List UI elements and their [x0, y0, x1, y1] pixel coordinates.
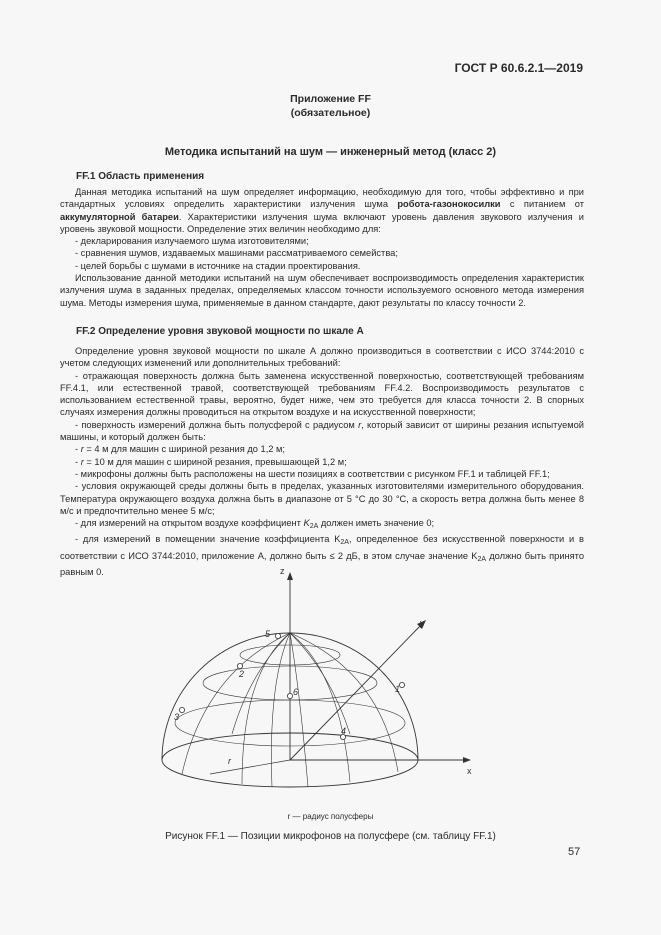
section-heading-ff1: FF.1 Область применения	[76, 171, 205, 182]
paragraph: Данная методика испытаний на шум определяет информацию, необходимую для того, чтобы эффективно и при стандартных условиях определить характеристики излучения шума робота-газонокосилки с питанием от аккумуляторной батареи. Характеристики излучения шума включают уровень давления звукового излучения и уровень звуковой мощности. Определение этих величин необходимо для:	[60, 187, 584, 234]
microphone-point	[287, 693, 292, 698]
list-item: - декларирования излучаемого шума изготовителями;	[75, 236, 309, 247]
point-label: 6	[293, 687, 299, 697]
point-label: 5	[265, 629, 271, 639]
list-item: - для измерений на открытом воздухе коэффициент $K_{2A}$ должен иметь значение 0;	[75, 518, 435, 531]
annex-heading	[0, 92, 661, 120]
hemisphere-figure	[150, 562, 490, 812]
page-number: 57	[568, 846, 581, 858]
bold-term: робота-газонокосилки	[397, 199, 501, 210]
microphone-positions	[179, 633, 404, 739]
list-item: - r = 10 м для машин с шириной резания, превышающей 1,2 м;	[75, 456, 347, 467]
list-item: - r = 4 м для машин с шириной резания до 1,2 м;	[75, 444, 286, 455]
list-item: - для измерений в помещении значение коэффициента $K_{2A}$, определенное без искусственной поверхности и в соответствии с ИСО 3744:2010, приложение А, должно быть ≤ 2 дБ, в этом случае значение $K_{2A}$ должно быть принято равным 0.	[60, 534, 584, 578]
point-label: 3	[174, 712, 180, 722]
bold-term: аккумуляторной батареи	[60, 211, 179, 222]
section-heading-ff2: FF.2 Определение уровня звуковой мощности по шкале А	[76, 326, 364, 337]
microphone-point	[179, 707, 184, 712]
figure-caption: Рисунок FF.1 — Позиции микрофонов на полусфере (см. таблицу FF.1)	[165, 831, 496, 842]
z-axis-label: z	[280, 566, 285, 576]
radius-label: r	[228, 756, 231, 766]
list-item: - микрофоны должны быть расположены на шести позициях в соответствии с рисунком FF.1 и таблицей FF.1;	[75, 468, 550, 479]
paragraph: Использование данной методики испытаний на шум обеспечивает воспроизводимость определения характеристик излучения шума в заданных пределах, определяемых классом точности используемого основного метода измерения шума. Методы измерения шума, применяемые в данном стандарте, дают результаты по классу точности 2.	[60, 273, 584, 308]
point-label: 2	[239, 669, 245, 679]
point-label: 4	[341, 726, 347, 736]
figure-legend: r — радиус полусферы	[287, 812, 374, 821]
list-item: - условия окружающей среды должны быть в пределах, указанных изготовителями измерительного оборудования. Температура окружающего воздуха должна быть в диапазоне от 5 °С до 30 °С, а скорость ветра должна быть менее 8 м/с и предпочтительно менее 5 м/с;	[60, 481, 584, 516]
microphone-point	[275, 633, 280, 638]
section-ff2-body	[60, 345, 584, 578]
annex-title: Приложение FF	[290, 93, 371, 105]
paragraph: Определение уровня звуковой мощности по шкале А должно производиться в соответствии с ИСО 3744:2010 с учетом следующих изменений или дополнительных требований:	[60, 346, 584, 369]
microphone-point	[237, 663, 242, 668]
y-axis-label: y	[420, 618, 425, 628]
y-axis	[290, 624, 422, 760]
point-label: 1	[395, 684, 401, 694]
radius-line	[210, 760, 290, 774]
list-item: - отражающая поверхность должна быть заменена искусственной поверхностью, соответствующей требованиям FF.4.1, или естественной травой, соответствующей требованиям FF.4.2. Воспроизводимость результатов с использованием естественной травы, вероятно, будет ниже, чем это требуется для класса точности 2. В спорных случаях измерения должны проводиться на открытом воздухе и на искусственной поверхности;	[60, 370, 584, 418]
list-item: - сравнения шумов, издаваемых машинами рассматриваемого семейства;	[75, 248, 398, 259]
section-ff1-body	[60, 186, 584, 309]
annex-status: (обязательное)	[290, 107, 371, 119]
list-item: - целей борьбы с шумами в источнике на стадии проектирования.	[75, 260, 361, 271]
x-axis-label: x	[467, 766, 472, 776]
microphone-point	[399, 682, 404, 687]
standard-code: ГОСТ Р 60.6.2.1—2019	[454, 61, 583, 75]
x-arrow	[463, 757, 471, 763]
z-arrow	[287, 572, 293, 580]
list-item: - поверхность измерений должна быть полусферой с радиусом r, который зависит от ширины резания испытуемой машины, и который должен быть:	[60, 419, 584, 443]
document-title: Методика испытаний на шум — инженерный метод (класс 2)	[164, 146, 497, 158]
